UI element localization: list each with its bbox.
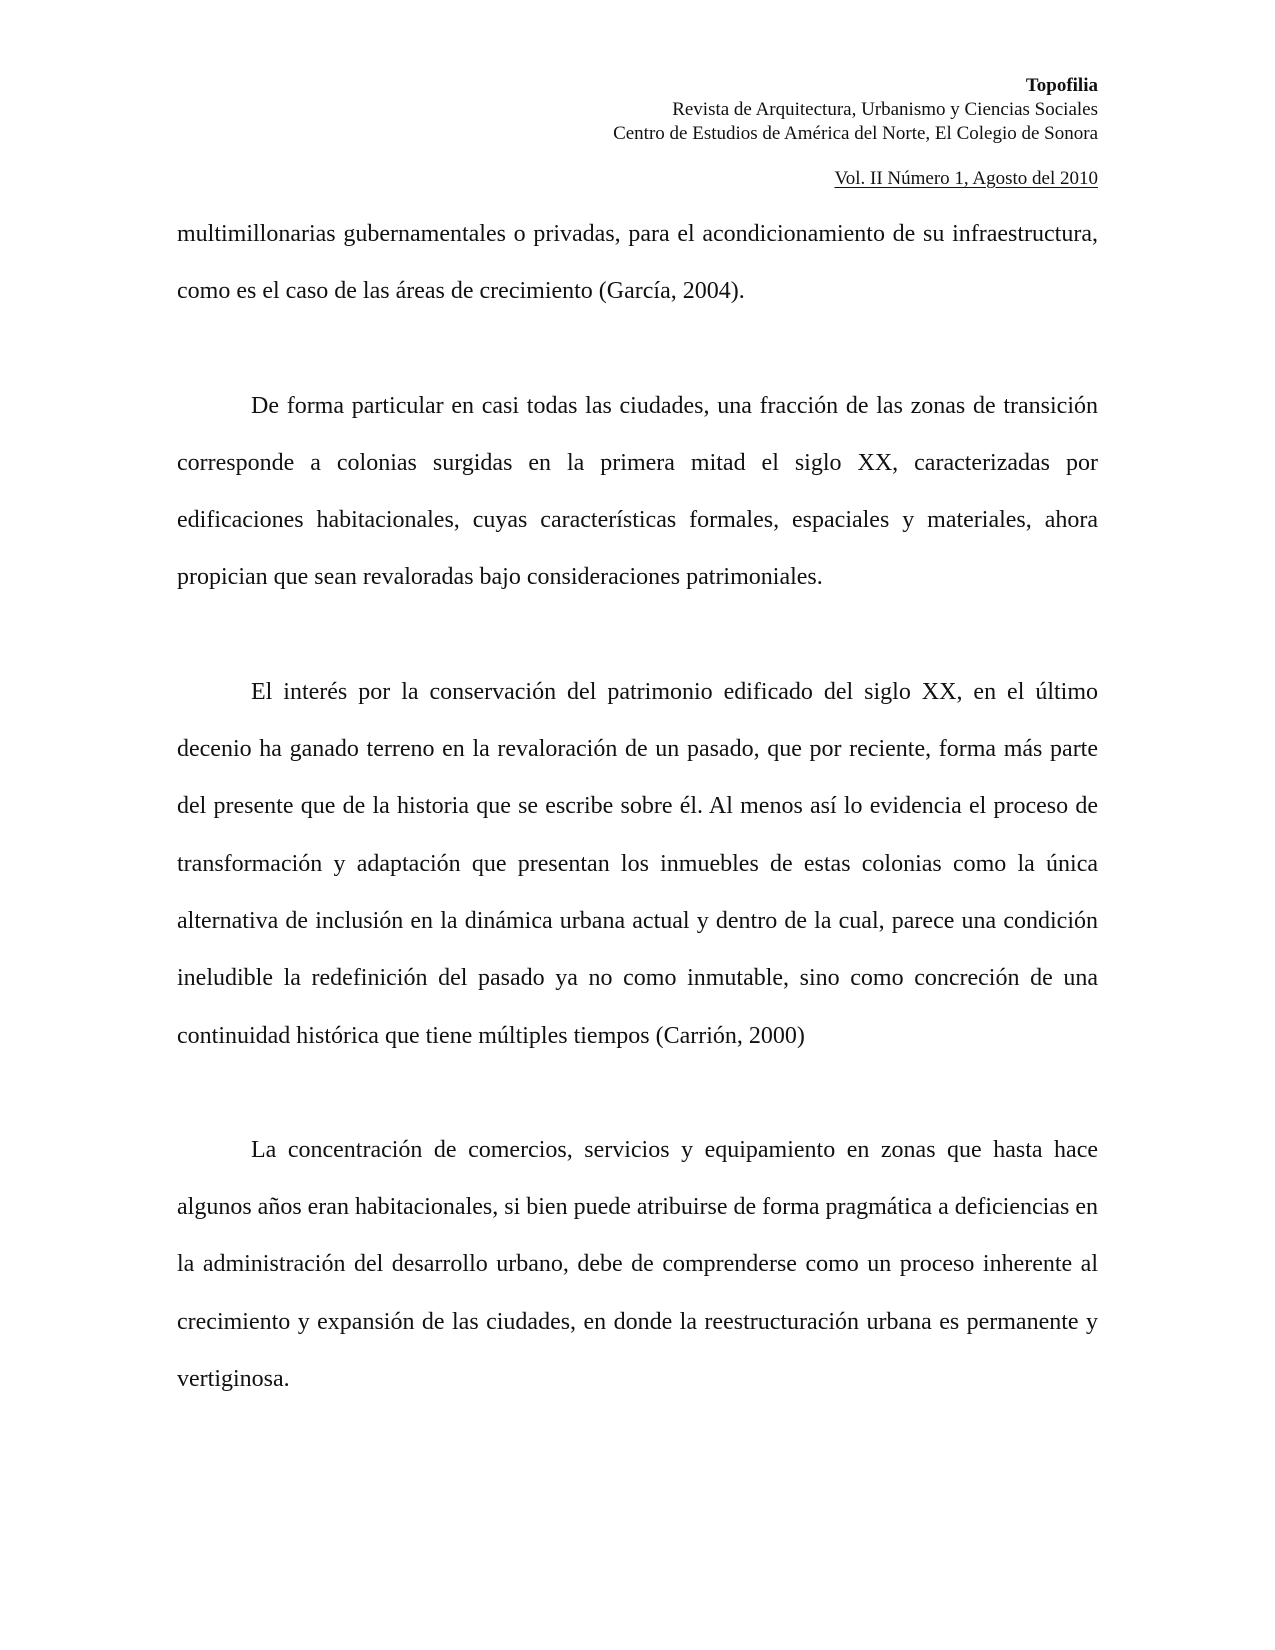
journal-subtitle: Revista de Arquitectura, Urbanismo y Ciencias Sociales	[672, 99, 1098, 120]
body-text	[177, 206, 1098, 1465]
journal-title: Topofilia	[1025, 75, 1098, 96]
publisher-line: Centro de Estudios de América del Norte, El Colegio de Sonora	[613, 123, 1098, 144]
paragraph: El interés por la conservación del patrimonio edificado del siglo XX, en el último decenio ha ganado terreno en la revaloración de un pasado, que por reciente, forma más parte del presente que de la historia que se escribe sobre él. Al menos así lo evidencia el proceso de transformación y adaptación que presentan los inmuebles de estas colonias como la única alternativa de inclusión en la dinámica urbana actual y dentro de la cual, parece una condición ineludible la redefinición del pasado ya no como inmutable, sino como concreción de una continuidad histórica que tiene múltiples tiempos (Carrión, 2000)	[177, 678, 1098, 1049]
paragraph: La concentración de comercios, servicios y equipamiento en zonas que hasta hace algunos años eran habitacionales, si bien puede atribuirse de forma pragmática a deficiencias en la administración del desarrollo urbano, debe de comprenderse como un proceso inherente al crecimiento y expansión de las ciudades, en donde la reestructuración urbana es permanente y vertiginosa.	[177, 1136, 1098, 1393]
paragraph: De forma particular en casi todas las ciudades, una fracción de las zonas de transición corresponde a colonias surgidas en la primera mitad el siglo XX, caracterizadas por edificaciones habitacionales, cuyas características formales, espaciales y materiales, ahora propician que sean revaloradas bajo consideraciones patrimoniales.	[177, 392, 1098, 591]
running-header	[613, 74, 1098, 191]
paragraph-continuation: multimillonarias gubernamentales o privadas, para el acondicionamiento de su infraestructura, como es el caso de las áreas de crecimiento (García, 2004).	[177, 221, 1098, 305]
issue-line: Vol. II Número 1, Agosto del 2010	[834, 168, 1098, 189]
